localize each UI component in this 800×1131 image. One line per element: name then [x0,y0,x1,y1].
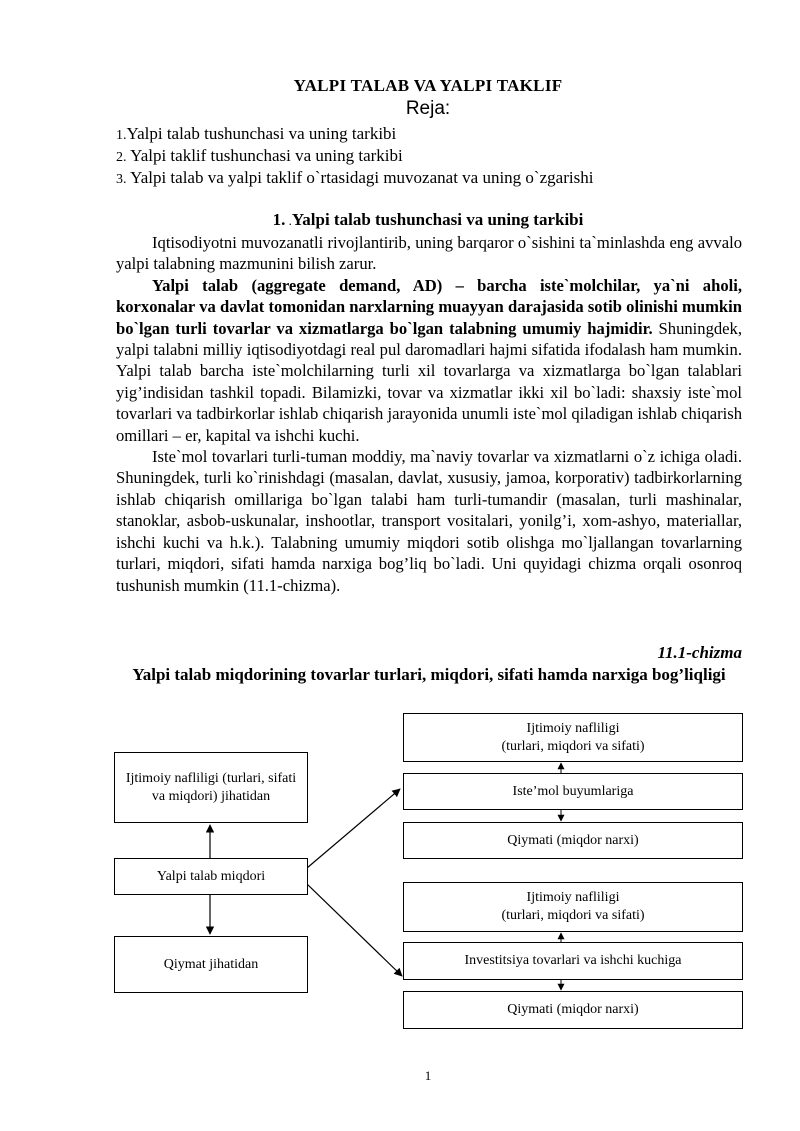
plan-item-text: Yalpi talab tushunchasi va uning tarkibi [126,124,397,143]
paragraph-intro: Iqtisodiyotni muvozanatli rivojlantirib, uning barqaror o`sishini ta`minlashda eng avvalo yalpi talabning mazmunini bilish zarur. [116,233,742,274]
section-title: Yalpi talab tushunchasi va uning tarkibi [291,210,584,229]
investment-utility-box [403,882,743,932]
left-value-box: Qiymat jihatidan [114,936,308,993]
definition-rest: Shuningdek, yalpi talabni milliy iqtisodiyotdagi real pul daromadlari hajmi sifatida ifodalash ham mumkin. Yalpi talab barcha iste`molchilarning turli xil tovarlarga va xizmatlarga bo`lgan talablari yig’indisidan tashkil topadi. Bilamizki, tovar va xizmatlar ikki xil bo`ladi: shaxsiy iste`mol tovarlari va tadbirkorlar ishlab chiqarish jarayonida unumli iste`mol qiladigan ishlab chiqarish omillari – er, kapital va ishchi kuchi. [116,318,742,445]
investment-value-box: Qiymati (miqdor narxi) [403,991,743,1029]
page-number: 1 [424,1068,432,1083]
plan-item-number: 3. [116,172,127,187]
paragraph-consumer-goods: Iste`mol tovarlari turli-tuman moddiy, ma`naviy tovarlar va xizmatlarni o`z ichiga oladi. Shuningdek, turli ko`rinishdagi (masalan, davlat, xususiy, jamoa, korporativ) tadbirkorlarning ishlab chiqarish omillariga bo`lgan talabi ham turli-tumandir (masalan, turli mashinalar, stanoklar, asbob-uskunalar, inshootlar, transport vositalari, yonilg’i, xom-ashyo, materiallar, ishchi kuchi va h.k.). Talabning umumiy miqdori sotib olishga mo`ljallangan tovarlarning turlari, miqdori, sifati hamda narxiga bog’liq bo`ladi. Uni quyidagi chizma orqali osonroq tushunish mumkin (11.1-chizma). [116,447,742,595]
figure-reference: 11.1-chizma [657,643,742,662]
plan-heading: Reja: [405,98,451,119]
figure-title: Yalpi talab miqdorining tovarlar turlari, miqdori, sifati hamda narxiga bog’liqligi [132,665,726,684]
investment-goods-box: Investitsiya tovarlari va ishchi kuchiga [403,942,743,980]
plan-item-number: 2. [116,150,127,165]
arrow-to-consumer-goods [307,789,400,868]
section-number: 1. [272,210,286,229]
definition-bold: Yalpi talab (aggregate demand, AD) – barcha iste`molchilar, ya`ni aholi, korxonalar va davlat tomonidan narxlarning muayyan darajasida sotib olinishi mumkin bo`lgan turli tovarlar va xizmatlarga bo`lgan talabning umumiy hajmidir. [116,275,742,338]
box-line: Ijtimoiy nafliligi [526,890,620,905]
box-line: (turlari, miqdori va sifati) [501,908,645,923]
plan-item-number: 1. [116,128,127,143]
consumer-utility-box [403,713,743,762]
consumer-goods-box: Iste’mol buyumlariga [403,773,743,810]
arrow-to-investment-goods [307,884,402,976]
left-utility-box: Ijtimoiy nafliligi (turlari, sifati va miqdori) jihatidan [114,752,308,823]
section-dot: . [285,213,292,228]
aggregate-demand-box: Yalpi talab miqdori [114,858,308,895]
box-line: Ijtimoiy nafliligi [526,720,620,736]
document-title: YALPI TALAB VA YALPI TAKLIF [293,76,563,95]
consumer-value-box: Qiymati (miqdor narxi) [403,822,743,859]
plan-item-text: Yalpi taklif tushunchasi va uning tarkibi [126,146,403,165]
plan-item-text: Yalpi talab va yalpi taklif o`rtasidagi muvozanat va uning o`zgarishi [126,168,594,187]
box-line: (turlari, miqdori va sifati) [501,738,645,754]
